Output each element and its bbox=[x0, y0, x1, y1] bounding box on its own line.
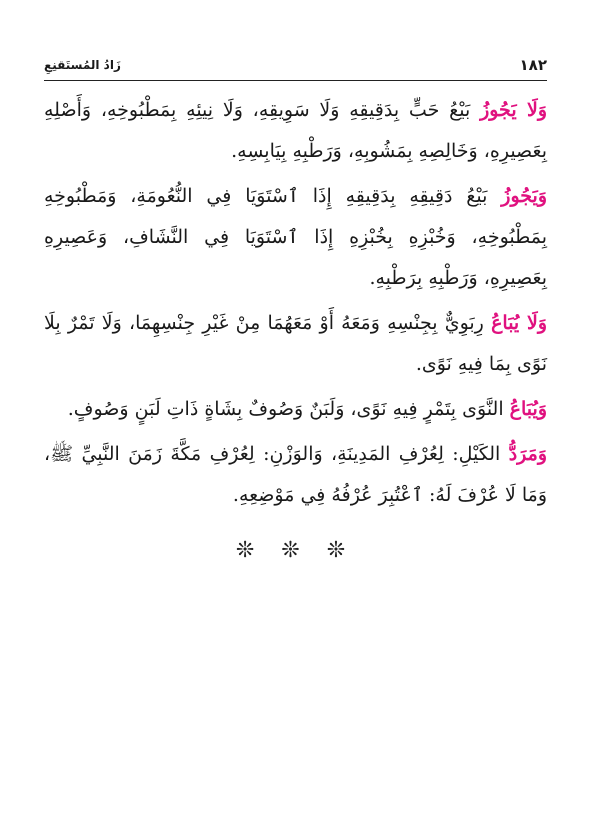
page-number: ١٨٢ bbox=[519, 56, 547, 74]
paragraph-1-text: بَيْعُ حَبٍّ بِدَقِيقِهِ وَلَا سَوِيقِهِ، وَلَا نِيئِهِ بِمَطْبُوخِهِ، وَأَصْلِهِ بِعَصِيرِهِ، وَخَالِصِهِ بِمَشُوبِهِ، وَرَطْبِهِ بِيَابِسِهِ. bbox=[44, 99, 547, 162]
page-header bbox=[44, 52, 547, 78]
paragraph-3-lead: وَلَا يُبَاعُ bbox=[491, 312, 547, 334]
header-divider bbox=[44, 80, 547, 81]
paragraph-2 bbox=[44, 176, 547, 299]
paragraph-2-text: بَيْعُ دَقِيقِهِ بِدَقِيقِهِ إِذَا ٱسْتَوَيَا فِي النُّعُومَةِ، وَمَطْبُوخِهِ بِمَطْبُوخِهِ، وَخُبْزِهِ بِخُبْزِهِ إِذَا ٱسْتَوَيَا فِي النَّشَافِ، وَعَصِيرِهِ بِعَصِيرِهِ، وَرَطْبِهِ بِرَطْبِهِ. bbox=[44, 185, 547, 289]
paragraph-2-lead: وَيَجُوزُ bbox=[501, 185, 547, 207]
paragraph-3 bbox=[44, 303, 547, 385]
paragraph-5 bbox=[44, 434, 547, 516]
paragraph-1-lead: وَلَا يَجُوزُ bbox=[480, 99, 547, 121]
paragraph-4-lead: وَيُبَاعُ bbox=[509, 398, 547, 420]
paragraph-4-text: النَّوَى بِتَمْرٍ فِيهِ نَوًى، وَلَبَنٌ وَصُوفٌ بِشَاةٍ ذَاتِ لَبَنٍ وَصُوفٍ. bbox=[67, 398, 510, 420]
paragraph-5-lead: وَمَرَدُّ bbox=[508, 443, 547, 465]
paragraph-4 bbox=[44, 389, 547, 430]
section-end-ornament: ❊ ❊ ❊ bbox=[235, 538, 356, 563]
page-body bbox=[44, 90, 547, 563]
paragraph-1 bbox=[44, 90, 547, 172]
paragraph-5-text: الكَيْلِ: لِعُرْفِ المَدِينَةِ، وَالوَزْنِ: لِعُرْفِ مَكَّةَ زَمَنَ النَّبِيِّ ﷺ، وَمَا لَا عُرْفَ لَهُ: ٱعْتُبِرَ عُرْفُهُ فِي مَوْضِعِهِ. bbox=[44, 443, 547, 506]
running-title: زَادُ المُستَقنِعِ bbox=[44, 58, 121, 72]
paragraph-3-text: رِبَوِيٌّ بِجِنْسِهِ وَمَعَهُ أَوْ مَعَهُمَا مِنْ غَيْرِ جِنْسِهِمَا، وَلَا تَمْرٌ بِلَا نَوًى بِمَا فِيهِ نَوًى. bbox=[44, 312, 547, 375]
